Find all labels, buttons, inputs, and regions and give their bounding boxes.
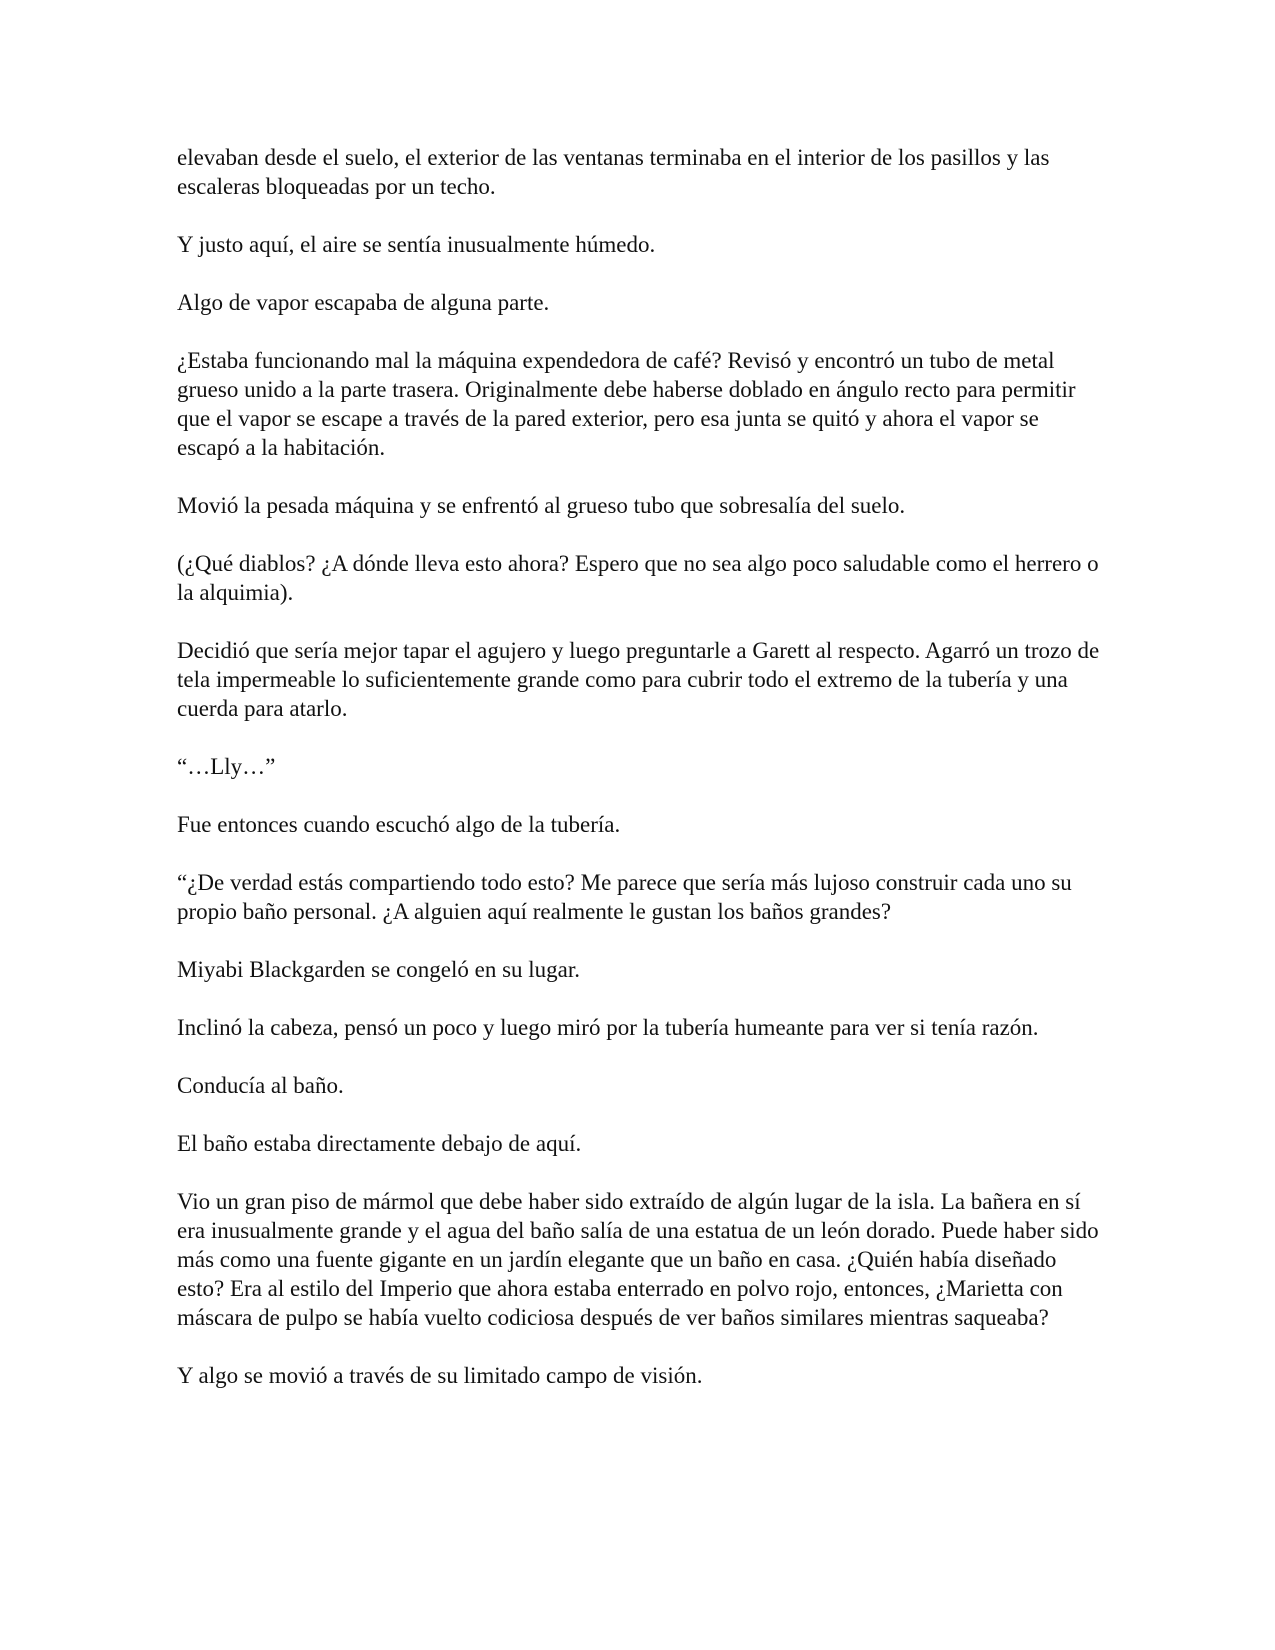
paragraph: El baño estaba directamente debajo de aquí. <box>177 1131 582 1156</box>
paragraph: “…Lly…” <box>177 754 276 779</box>
paragraph: Y algo se movió a través de su limitado campo de visión. <box>177 1363 703 1388</box>
paragraph: “¿De verdad estás compartiendo todo esto? Me parece que sería más lujoso construir cada uno su propio baño personal. ¿A alguien aquí realmente le gustan los baños grandes? <box>177 870 1072 924</box>
paragraph: Conducía al baño. <box>177 1073 344 1098</box>
paragraph: (¿Qué diablos? ¿A dónde lleva esto ahora? Espero que no sea algo poco saludable como el herrero o la alquimia). <box>177 551 1099 605</box>
paragraph: Inclinó la cabeza, pensó un poco y luego miró por la tubería humeante para ver si tenía razón. <box>177 1015 1039 1040</box>
paragraph: Fue entonces cuando escuchó algo de la tubería. <box>177 812 621 837</box>
paragraph: Decidió que sería mejor tapar el agujero y luego preguntarle a Garett al respecto. Agarró un trozo de tela impermeable lo suficientemente grande como para cubrir todo el extremo de la tubería y una cuerda para atarlo. <box>177 638 1100 721</box>
paragraph: Y justo aquí, el aire se sentía inusualmente húmedo. <box>177 232 656 257</box>
paragraph: Movió la pesada máquina y se enfrentó al grueso tubo que sobresalía del suelo. <box>177 493 906 518</box>
paragraph: Algo de vapor escapaba de alguna parte. <box>177 290 550 315</box>
document-page <box>177 143 1102 1390</box>
paragraph: ¿Estaba funcionando mal la máquina expendedora de café? Revisó y encontró un tubo de metal grueso unido a la parte trasera. Originalmente debe haberse doblado en ángulo recto para permitir que el vapor se escape a través de la pared exterior, pero esa junta se quitó y ahora el vapor se escapó a la habitación. <box>177 348 1076 460</box>
paragraph: Miyabi Blackgarden se congeló en su lugar. <box>177 957 581 982</box>
paragraph: elevaban desde el suelo, el exterior de las ventanas terminaba en el interior de los pasillos y las escaleras bloqueadas por un techo. <box>177 145 1050 199</box>
paragraph: Vio un gran piso de mármol que debe haber sido extraído de algún lugar de la isla. La bañera en sí era inusualmente grande y el agua del baño salía de una estatua de un león dorado. Puede haber sido más como una fuente gigante en un jardín elegante que un baño en casa. ¿Quién había diseñado esto? Era al estilo del Imperio que ahora estaba enterrado en polvo rojo, entonces, ¿Marietta con máscara de pulpo se había vuelto codiciosa después de ver baños similares mientras saqueaba? <box>177 1189 1099 1330</box>
